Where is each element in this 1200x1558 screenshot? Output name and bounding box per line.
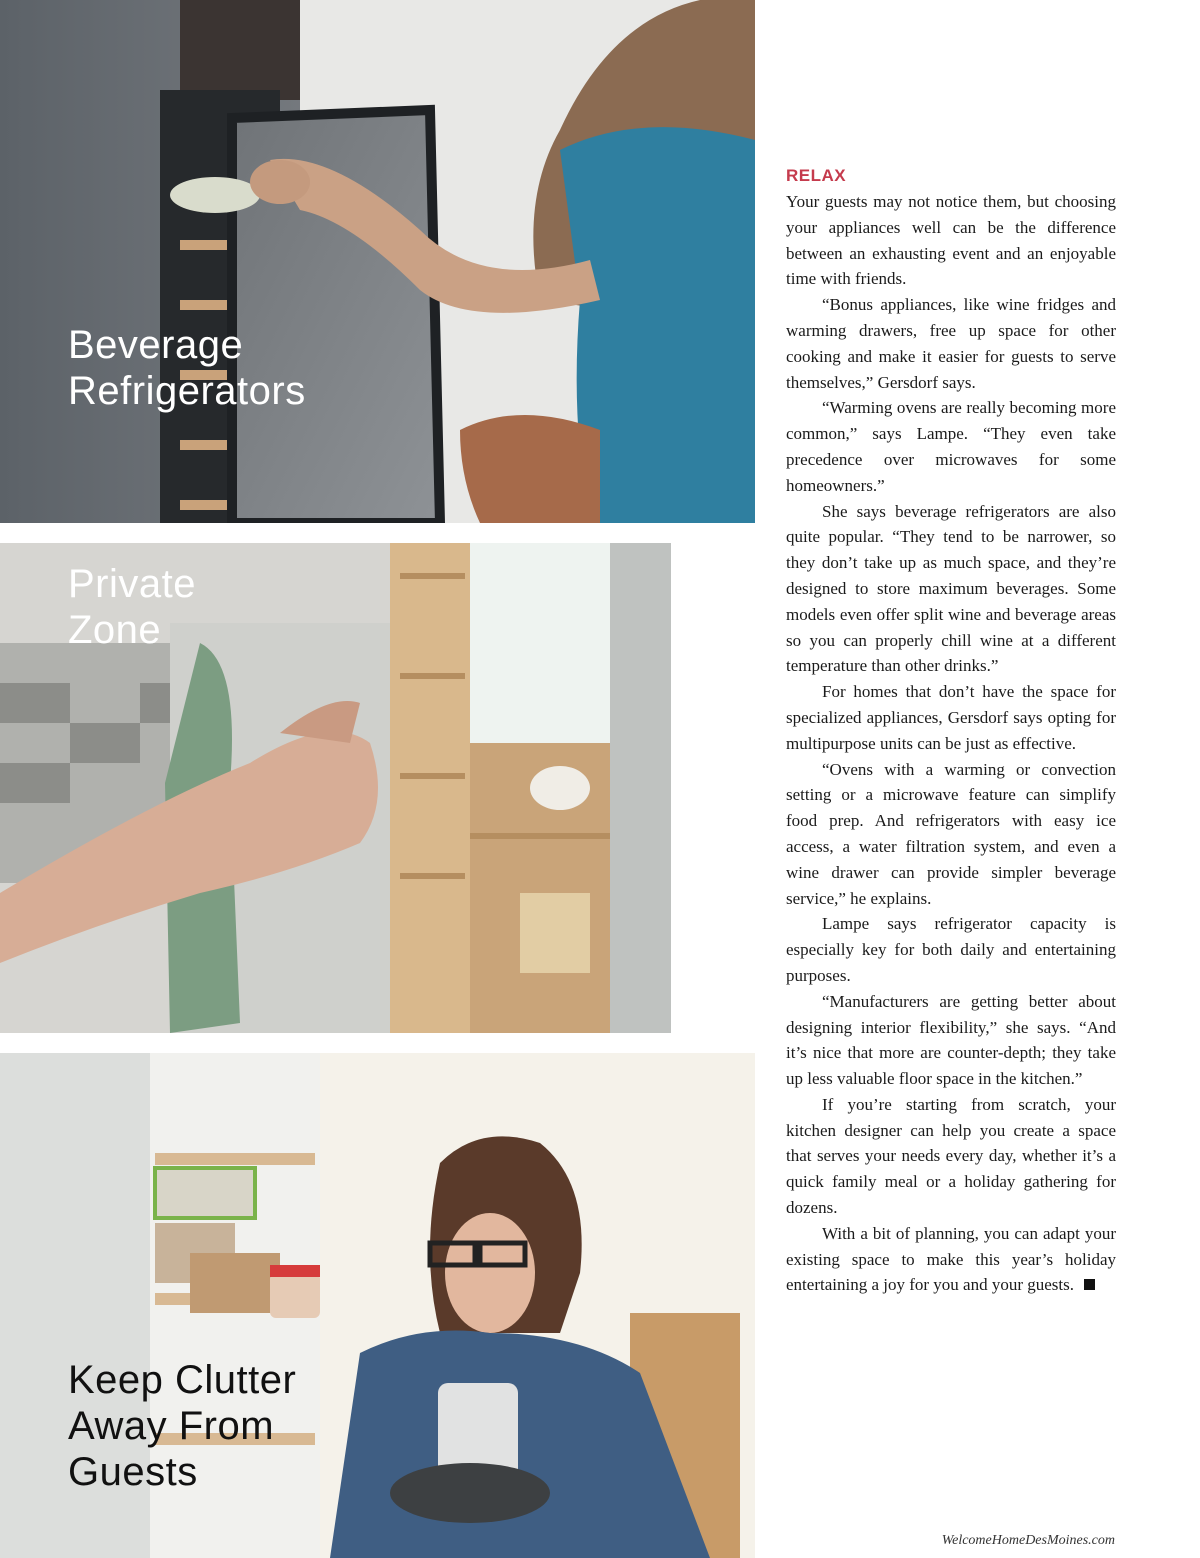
caption-line: Refrigerators (68, 369, 306, 413)
article-paragraph: Your guests may not notice them, but choosing your appliances well can be the difference between an exhausting event and an enjoyable time with friends. (786, 192, 1116, 289)
caption-private-zone (68, 561, 196, 653)
article-paragraph: “Bonus appliances, like wine fridges and warming drawers, free up space for other cooking and make it easier for guests to serve themselves,” Gersdorf says. (786, 295, 1116, 392)
article-paragraph-final (786, 1221, 1116, 1298)
caption-line: Private (68, 562, 196, 606)
article-paragraph: “Manufacturers are getting better about designing interior flexibility,” she says. “And it’s nice that more are counter-depth; they take up less valuable floor space in the kitchen.” (786, 991, 1116, 1089)
footer-website: WelcomeHomeDesMoines.com (941, 1533, 1115, 1548)
caption-line: Zone (68, 608, 162, 652)
caption-beverage-refrigerators (68, 322, 306, 414)
article-column (786, 165, 1116, 1298)
article-paragraph: She says beverage refrigerators are also quite popular. “They tend to be narrower, so they don’t take up as much space, and they’re designed to store maximum beverages. Some models even offer split wine and beverage areas so you can properly chill wine at a different temperature than other drinks.” (786, 501, 1116, 676)
photo-beverage-refrigerator (0, 0, 755, 523)
caption-line: Guests (68, 1450, 198, 1494)
article-paragraph: If you’re starting from scratch, your kitchen designer can help you create a space that serves your needs every day, whether it’s a quick family meal or a holiday gathering for dozens. (786, 1094, 1116, 1218)
article-paragraph: For homes that don’t have the space for specialized appliances, Gersdorf says opting for multipurpose units can be just as effective. (786, 682, 1116, 753)
article-paragraph-text: With a bit of planning, you can adapt your existing space to make this year’s holiday entertaining a joy for you and your guests. (786, 1223, 1116, 1295)
article-paragraph: “Ovens with a warming or convection setting or a microwave feature can simplify food prep. And refrigerators with easy ice access, a water filtration system, and even a wine drawer can provide simpler beverage service,” he explains. (786, 759, 1116, 908)
caption-line: Away From (68, 1404, 275, 1448)
article-paragraph: Lampe says refrigerator capacity is especially key for both daily and entertaining purposes. (786, 914, 1116, 985)
caption-line: Keep Clutter (68, 1358, 297, 1402)
article-paragraph: “Warming ovens are really becoming more common,” says Lampe. “They even take precedence over microwaves for some homeowners.” (786, 398, 1116, 495)
section-kicker: RELAX (786, 166, 847, 185)
caption-keep-clutter-away (68, 1357, 296, 1495)
caption-line: Beverage (68, 323, 244, 367)
end-of-article-mark (1084, 1279, 1095, 1290)
